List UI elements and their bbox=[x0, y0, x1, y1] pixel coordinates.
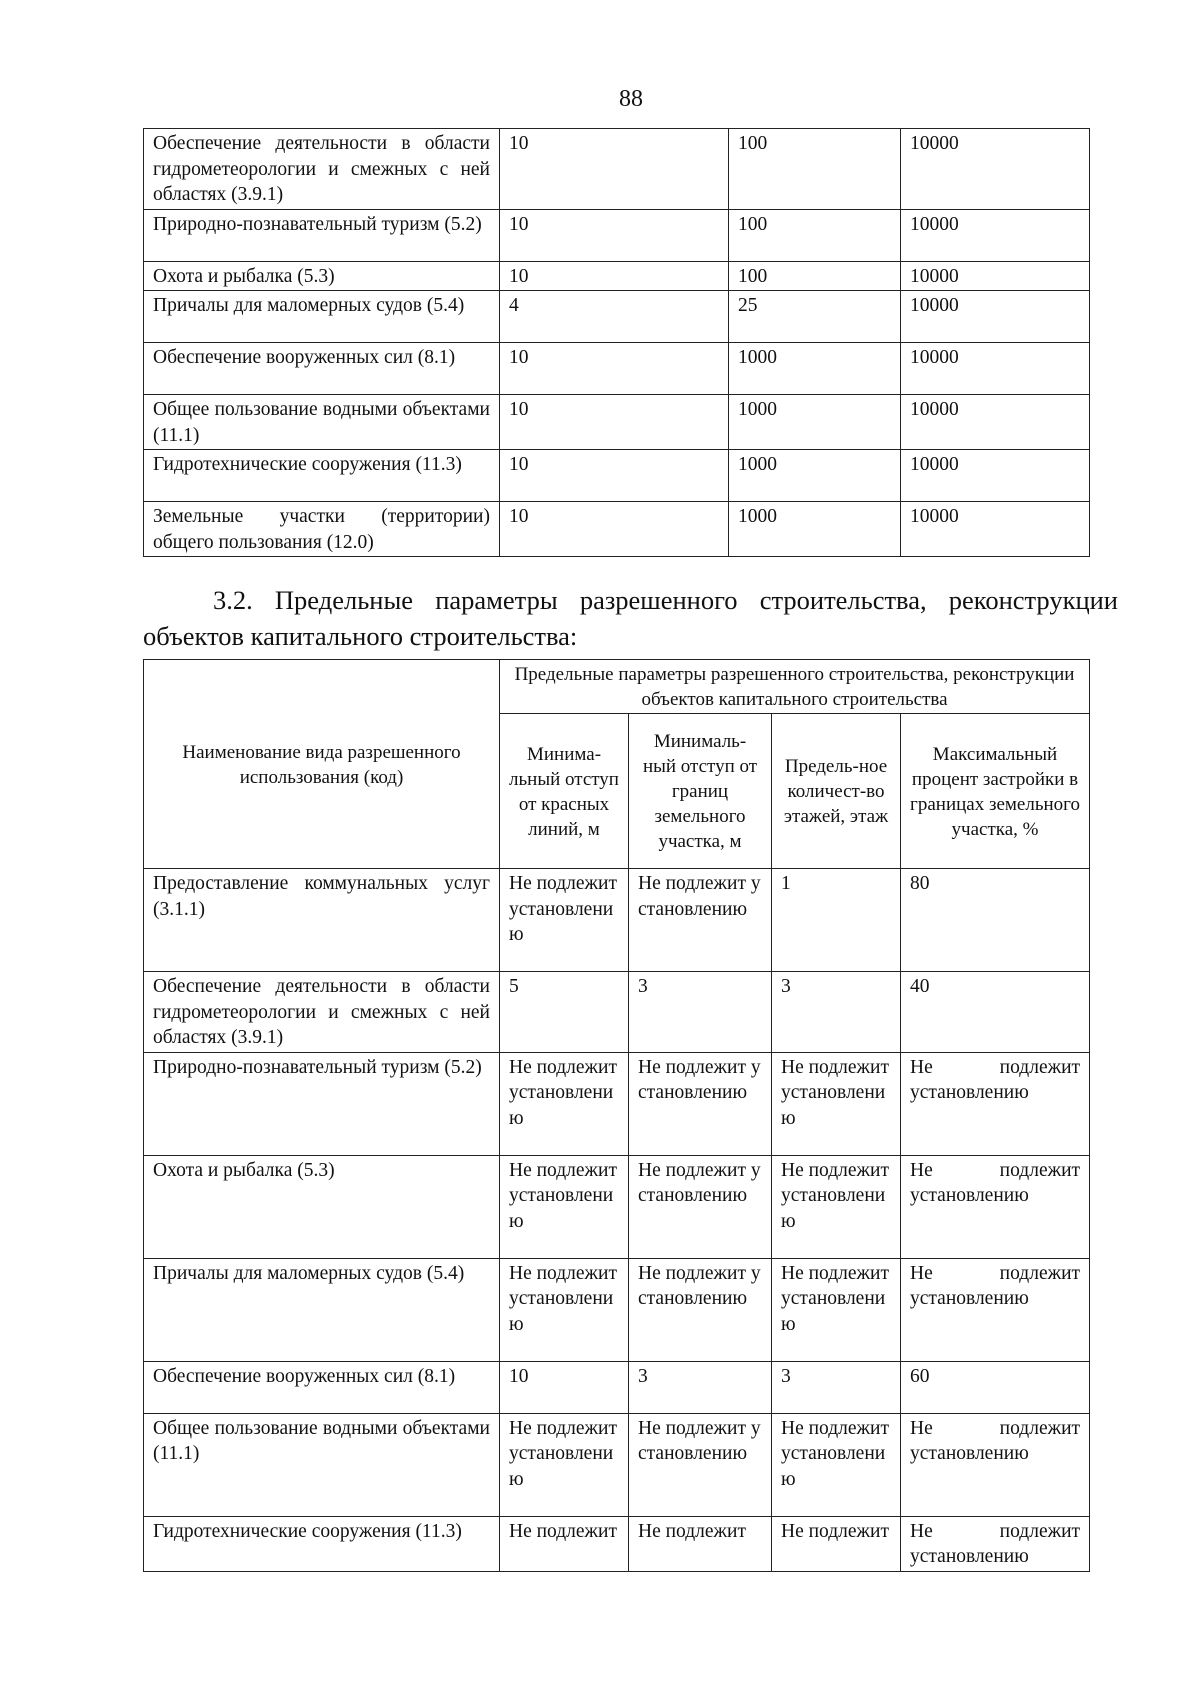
value-cell: Не подлежит установлению bbox=[772, 1155, 901, 1258]
table-row bbox=[144, 1155, 1090, 1258]
value-cell: 10 bbox=[500, 261, 729, 291]
use-name-cell: Гидротехнические сооружения (11.3) bbox=[144, 1516, 500, 1571]
section-heading-text: 3.2. Предельные параметры разрешенного строительства, реконструкции объектов капитального строительства: bbox=[143, 585, 1118, 651]
value-cell: 10000 bbox=[901, 129, 1090, 210]
use-name-cell: Предоставление коммунальных услуг (3.1.1) bbox=[144, 869, 500, 972]
table-row bbox=[144, 450, 1090, 502]
page-number: 88 bbox=[619, 86, 643, 112]
section-heading bbox=[143, 582, 1118, 654]
table-row bbox=[144, 209, 1090, 261]
table-row bbox=[144, 129, 1090, 210]
value-cell: Не подлежит установлению bbox=[901, 1052, 1090, 1155]
value-cell: 100 bbox=[729, 261, 901, 291]
header-parameters-group: Предельные параметры разрешенного строительства, реконструкции объектов капитального строительства bbox=[500, 660, 1090, 714]
value-cell: Не подлежит установлению bbox=[629, 869, 772, 972]
value-cell: 10 bbox=[500, 209, 729, 261]
value-cell: Не подлежит установлению bbox=[500, 1052, 629, 1155]
value-cell: 3 bbox=[629, 1361, 772, 1413]
value-cell: Не подлежит bbox=[629, 1516, 772, 1571]
permitted-use-table-continued bbox=[143, 128, 1090, 557]
value-cell: 10000 bbox=[901, 343, 1090, 395]
value-cell: 1000 bbox=[729, 395, 901, 450]
value-cell: 5 bbox=[500, 972, 629, 1053]
value-cell: Не подлежит установлению bbox=[500, 1155, 629, 1258]
use-name-cell: Причалы для маломерных судов (5.4) bbox=[144, 291, 500, 343]
value-cell: 1000 bbox=[729, 502, 901, 557]
value-cell: 3 bbox=[629, 972, 772, 1053]
header-max-floors: Предель-ное количест-во этажей, этаж bbox=[772, 714, 901, 869]
value-cell: 100 bbox=[729, 129, 901, 210]
value-cell: Не подлежит установлению bbox=[901, 1155, 1090, 1258]
table-row bbox=[144, 1052, 1090, 1155]
table-row bbox=[144, 261, 1090, 291]
construction-parameters-table bbox=[143, 659, 1090, 1572]
value-cell: 3 bbox=[772, 1361, 901, 1413]
table-row bbox=[144, 972, 1090, 1053]
value-cell: Не подлежит установлению bbox=[500, 869, 629, 972]
use-name-cell: Обеспечение вооруженных сил (8.1) bbox=[144, 343, 500, 395]
value-cell: Не подлежит установлению bbox=[629, 1052, 772, 1155]
value-cell: Не подлежит установлению bbox=[629, 1413, 772, 1516]
value-cell: 1000 bbox=[729, 450, 901, 502]
value-cell: 10000 bbox=[901, 209, 1090, 261]
value-cell: 10 bbox=[500, 502, 729, 557]
header-red-line-setback: Минима-льный отступ от красных линий, м bbox=[500, 714, 629, 869]
value-cell: Не подлежит установлению bbox=[629, 1155, 772, 1258]
value-cell: 100 bbox=[729, 209, 901, 261]
value-cell: 1000 bbox=[729, 343, 901, 395]
table-row bbox=[144, 1516, 1090, 1571]
value-cell: 40 bbox=[901, 972, 1090, 1053]
header-max-coverage: Максимальный процент застройки в границах земельного участка, % bbox=[901, 714, 1090, 869]
use-name-cell: Природно-познавательный туризм (5.2) bbox=[144, 209, 500, 261]
value-cell: Не подлежит установлению bbox=[500, 1413, 629, 1516]
use-name-cell: Охота и рыбалка (5.3) bbox=[144, 261, 500, 291]
use-name-cell: Гидротехнические сооружения (11.3) bbox=[144, 450, 500, 502]
value-cell: 10000 bbox=[901, 291, 1090, 343]
value-cell: 60 bbox=[901, 1361, 1090, 1413]
value-cell: 10000 bbox=[901, 450, 1090, 502]
value-cell: Не подлежит установлению bbox=[772, 1413, 901, 1516]
value-cell: 1 bbox=[772, 869, 901, 972]
value-cell: Не подлежит установлению bbox=[772, 1052, 901, 1155]
header-use-name: Наименование вида разрешенного использования (код) bbox=[144, 660, 500, 869]
use-name-cell: Общее пользование водными объектами (11.1) bbox=[144, 1413, 500, 1516]
value-cell: Не подлежит bbox=[500, 1516, 629, 1571]
value-cell: 3 bbox=[772, 972, 901, 1053]
value-cell: Не подлежит установлению bbox=[901, 1413, 1090, 1516]
value-cell: 10 bbox=[500, 450, 729, 502]
table-row bbox=[144, 343, 1090, 395]
value-cell: Не подлежит установлению bbox=[772, 1258, 901, 1361]
use-name-cell: Земельные участки (территории) общего пользования (12.0) bbox=[144, 502, 500, 557]
value-cell: Не подлежит установлению bbox=[901, 1516, 1090, 1571]
value-cell: Не подлежит установлению bbox=[500, 1258, 629, 1361]
value-cell: 10000 bbox=[901, 395, 1090, 450]
value-cell: 10 bbox=[500, 395, 729, 450]
header-boundary-setback: Минималь-ный отступ от границ земельного участка, м bbox=[629, 714, 772, 869]
value-cell: 80 bbox=[901, 869, 1090, 972]
use-name-cell: Природно-познавательный туризм (5.2) bbox=[144, 1052, 500, 1155]
use-name-cell: Причалы для маломерных судов (5.4) bbox=[144, 1258, 500, 1361]
value-cell: Не подлежит установлению bbox=[901, 1258, 1090, 1361]
table-row bbox=[144, 1361, 1090, 1413]
value-cell: Не подлежит bbox=[772, 1516, 901, 1571]
table-row bbox=[144, 1258, 1090, 1361]
value-cell: 10000 bbox=[901, 261, 1090, 291]
use-name-cell: Обеспечение деятельности в области гидрометеорологии и смежных с ней областях (3.9.1) bbox=[144, 129, 500, 210]
table-row bbox=[144, 291, 1090, 343]
use-name-cell: Обеспечение вооруженных сил (8.1) bbox=[144, 1361, 500, 1413]
table-row bbox=[144, 869, 1090, 972]
use-name-cell: Охота и рыбалка (5.3) bbox=[144, 1155, 500, 1258]
table-row bbox=[144, 1413, 1090, 1516]
use-name-cell: Общее пользование водными объектами (11.1) bbox=[144, 395, 500, 450]
table-row bbox=[144, 395, 1090, 450]
value-cell: 10 bbox=[500, 343, 729, 395]
use-name-cell: Обеспечение деятельности в области гидрометеорологии и смежных с ней областях (3.9.1) bbox=[144, 972, 500, 1053]
value-cell: 4 bbox=[500, 291, 729, 343]
table-row bbox=[144, 502, 1090, 557]
value-cell: 25 bbox=[729, 291, 901, 343]
value-cell: 10000 bbox=[901, 502, 1090, 557]
value-cell: Не подлежит установлению bbox=[629, 1258, 772, 1361]
value-cell: 10 bbox=[500, 1361, 629, 1413]
value-cell: 10 bbox=[500, 129, 729, 210]
